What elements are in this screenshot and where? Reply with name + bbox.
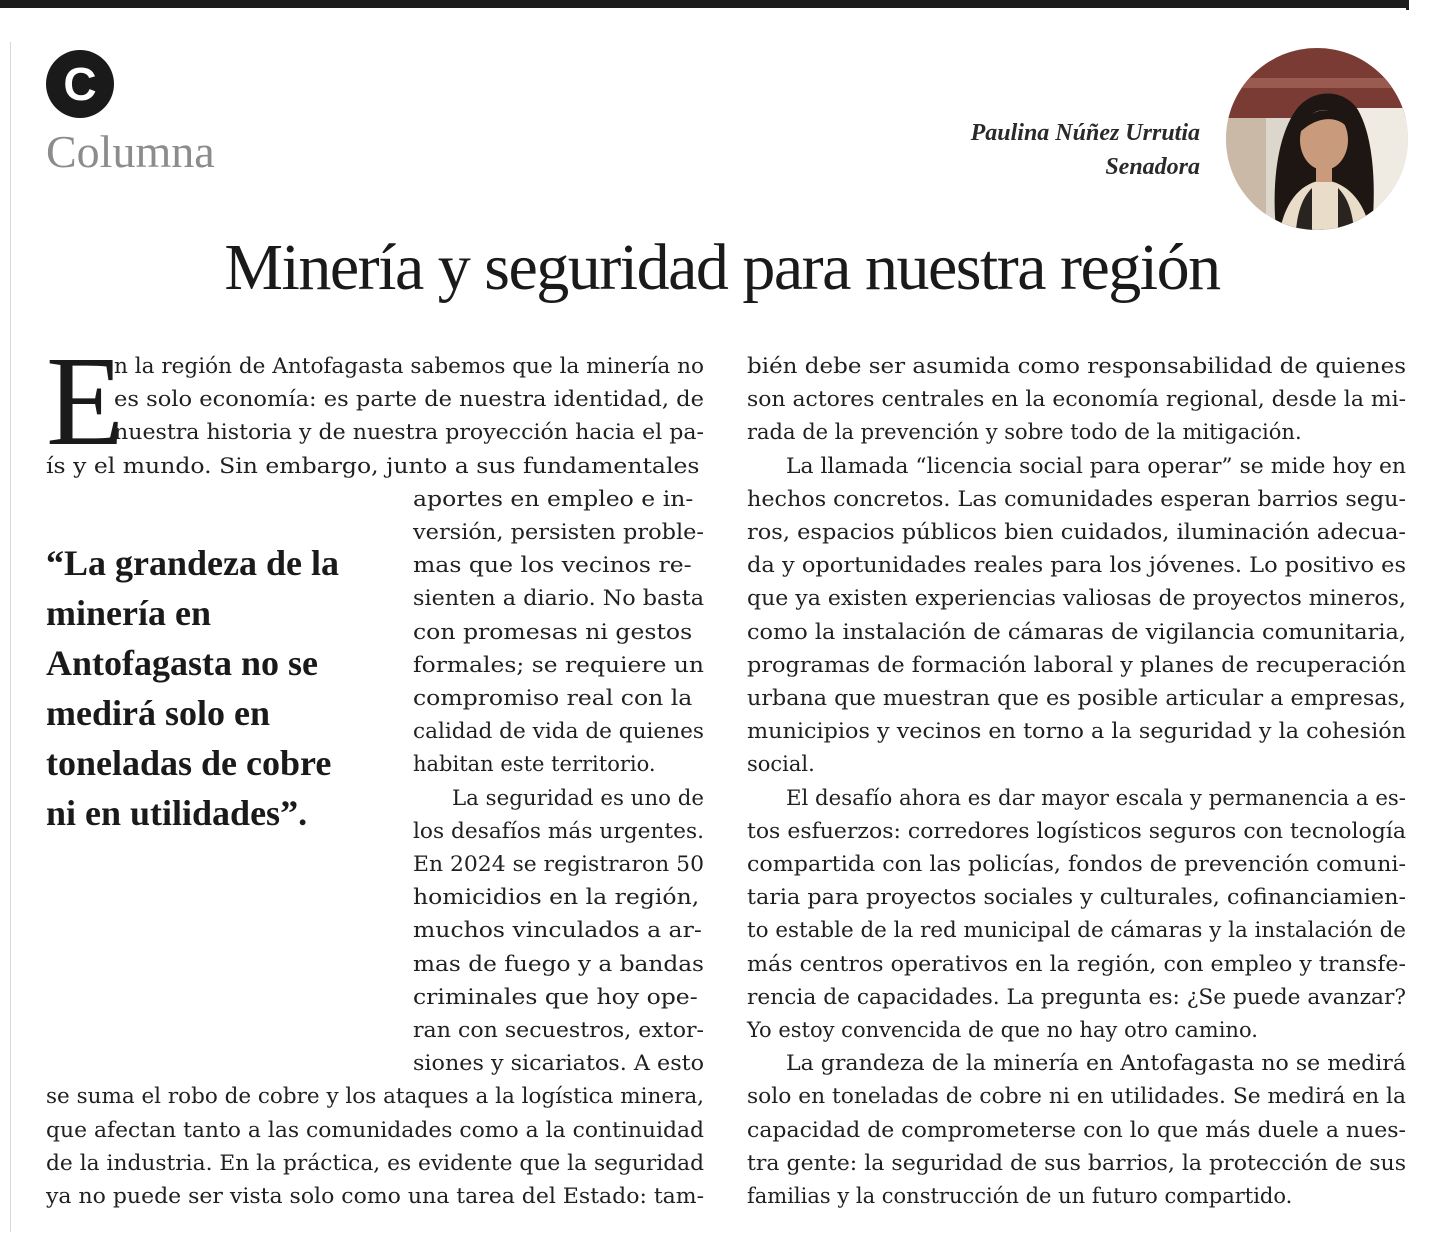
body-line [747,914,1406,947]
body-line-text: urbana que muestran que es posible articular a empresas, [747,686,1407,710]
body-line-text: aportes en empleo e in- [413,486,694,511]
body-line-text: calidad de vida de quienes [413,719,704,744]
body-line [114,416,704,449]
body-line [747,649,1407,682]
body-line-text: mas de fuego y a bandas [413,951,704,976]
body-line [786,450,1407,483]
body-line [46,1080,705,1113]
body-line-text: rencia de capacidades. La pregunta es: ¿Se puede avanzar? [747,984,1407,1009]
body-line [413,981,698,1014]
body-line [747,350,1407,383]
body-line [747,1114,1406,1147]
page-edge-rule [10,42,11,1232]
body-line-text: n la región de Antofagasta sabemos que la minería no [114,354,705,378]
body-line [747,981,1407,1014]
byline [971,116,1200,184]
body-line-text: La grandeza de la minería en Antofagasta no se medirá [786,1051,1406,1076]
body-line-text: La seguridad es uno de [452,785,705,810]
body-line [747,848,1407,881]
body-line-text: son actores centrales en la economía regional, desde la mi- [747,387,1407,412]
body-line-text: ran con secuestros, extor- [413,1018,704,1042]
body-line [747,616,1406,649]
body-line-text: siones y sicariatos. A esto [413,1051,704,1076]
body-line [747,549,1407,582]
body-line [413,649,704,682]
pull-quote-line: toneladas de cobre [46,743,332,783]
body-line [747,1080,1406,1113]
body-line [413,549,692,582]
body-line-text: ros, espacios públicos bien cuidados, iluminación adecua- [747,520,1406,544]
body-line-text: los desafíos más urgentes. [413,818,705,843]
body-line [413,1047,704,1080]
headline: Minería y seguridad para nuestra región [224,231,1220,304]
drop-cap: E [46,330,125,472]
body-line [747,815,1406,848]
body-line-text: homicidios en la región, [413,885,700,910]
body-line-text: nuestra historia y de nuestra proyección hacia el pa- [114,420,704,445]
body-line-text: El desafío ahora es dar mayor escala y permanencia a es- [786,785,1406,810]
body-line [747,948,1406,981]
body-line [747,582,1406,615]
pull-quote-line: medirá solo en [46,693,270,733]
body-line [747,748,815,781]
body-line [747,682,1407,715]
body-line-text: rada de la prevención y sobre todo de la mitigación. [747,420,1302,445]
body-line [413,516,705,549]
body-line [747,881,1407,914]
body-line [786,1047,1406,1080]
body-line [413,881,700,914]
body-line [747,383,1407,416]
body-line [747,483,1407,516]
body-line-text: municipios y vecinos en torno a la seguridad y la cohesión [747,719,1406,744]
body-line-text: con promesas ni gestos [413,619,693,644]
body-line-text: compromiso real con la [413,686,693,710]
body-line [46,450,700,483]
body-line-text: programas de formación laboral y planes de recuperación [747,652,1407,677]
body-line [413,815,705,848]
body-line-text: habitan este territorio. [413,752,656,777]
author-role: Senadora [1105,154,1200,180]
body-line [747,715,1406,748]
body-line-text: se suma el robo de cobre y los ataques a la logística minera, [46,1084,705,1109]
body-line [413,483,694,516]
section-label: Columna [46,126,215,177]
body-line [747,1014,1258,1047]
pull-quote-line: minería en [46,593,211,633]
body-line-text: de la industria. En la práctica, es evidente que la seguridad [46,1150,705,1175]
body-line-text: que ya existen experiencias valiosas de proyectos mineros, [747,586,1406,611]
author-portrait [1226,48,1408,230]
body-line [413,748,656,781]
body-line-text: solo en toneladas de cobre ni en utilidades. Se medirá en la [747,1084,1406,1109]
body-line-text: formales; se requiere un [413,652,704,677]
body-line [747,1180,1292,1213]
body-line-text: social. [747,752,815,777]
pull-quote-line: “La grandeza de la [46,543,339,583]
body-line-text: es solo economía: es parte de nuestra identidad, de [114,387,704,412]
body-line [46,1180,705,1213]
body-line-text: hechos concretos. Las comunidades esperan barrios segu- [747,486,1407,511]
top-border-end [1406,0,1409,10]
body-line-text: versión, persisten proble- [413,520,705,544]
body-line-text: ya no puede ser vista solo como una tarea del Estado: tam- [46,1184,705,1208]
body-line [452,782,705,815]
body-line-text: Yo estoy convencida de que no hay otro camino. [747,1018,1258,1042]
body-line-text: sienten a diario. No basta [413,586,705,611]
body-line [413,1014,704,1047]
body-line [46,1114,705,1147]
body-line-text: que afectan tanto a las comunidades como a la continuidad [46,1117,705,1142]
body-line-text: tos esfuerzos: corredores logísticos seguros con tecnología [747,818,1406,843]
body-line-text: taria para proyectos sociales y culturales, cofinanciamien- [747,885,1407,910]
top-border [0,0,1406,8]
section-badge-icon: C [46,50,114,118]
body-line-text: ís y el mundo. Sin embargo, junto a sus fundamentales [46,453,700,478]
body-line-text: familias y la construcción de un futuro compartido. [747,1184,1293,1208]
body-line-text: compartida con las policías, fondos de prevención comuni- [747,852,1407,876]
body-line-text: como la instalación de cámaras de vigilancia comunitaria, [747,619,1406,644]
body-line [413,948,704,981]
pull-quote [46,538,386,838]
body-line [413,582,705,615]
body-line-text: da y oportunidades reales para los jóvenes. Lo positivo es [747,553,1407,578]
body-line-text: más centros operativos en la región, con empleo y transfe- [747,951,1406,976]
body-line-text: to estable de la red municipal de cámaras y la instalación de [747,918,1406,943]
body-line-text: muchos vinculados a ar- [413,918,702,943]
pull-quote-line: Antofagasta no se [46,643,319,683]
body-line-text: capacidad de comprometerse con lo que más duele a nues- [747,1117,1406,1142]
body-line-text: criminales que hoy ope- [413,984,698,1009]
body-line-text: bién debe ser asumida como responsabilidad de quienes [747,354,1407,378]
body-line-text: tra gente: la seguridad de sus barrios, la protección de sus [747,1150,1407,1175]
body-line [413,914,702,947]
body-line [747,416,1302,449]
author-portrait-image [1226,48,1408,230]
body-line-text: mas que los vecinos re- [413,553,692,578]
body-line [413,616,693,649]
body-line [786,782,1406,815]
body-line [747,1147,1407,1180]
body-line [413,848,705,881]
author-name: Paulina Núñez Urrutia [970,120,1200,146]
body-line [114,350,705,383]
pull-quote-line: ni en utilidades”. [46,793,308,833]
body-line [413,715,704,748]
body-line [114,383,704,416]
body-line-text: En 2024 se registraron 50 [413,852,705,876]
body-line-text: La llamada “licencia social para operar” se mide hoy en [786,453,1407,478]
body-line [413,682,693,715]
body-line [46,1147,705,1180]
body-line [747,516,1406,549]
